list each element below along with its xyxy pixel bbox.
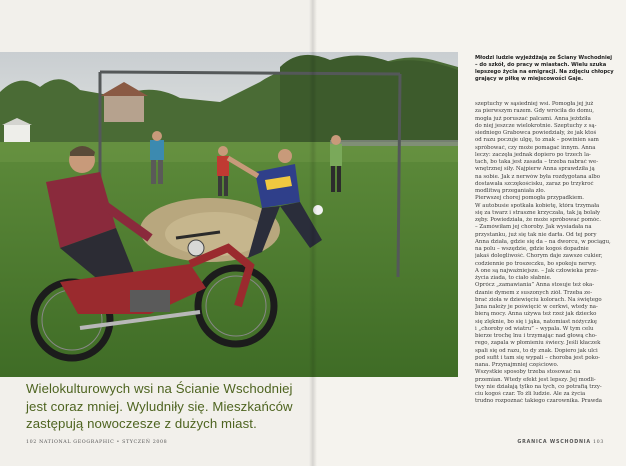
body-line: Wszystkie sposoby trzeba stosować na [475,369,581,376]
photo-caption [475,55,617,83]
page-number: 103 [593,440,604,445]
body-line: się zlęknie, bo się i jąka, natomiast nóżyczkę [475,318,597,325]
body-line: dzanie dymem z suszonych ziół. Trzeba ze- [475,289,593,296]
body-line: Anna działa, gdzie się da – na dworcu, w pociągu, [475,238,611,245]
body-line: bierze trochę lnu i trzymając nad głową cho- [475,333,597,339]
body-line: Pierwszej chorej pomogła przypadkiem. [475,195,585,202]
body-line: dostawała szczękościsku, zaraz po trzykroć [475,180,594,187]
caption-line: Młodzi ludzie wyjeżdżają ze Ściany Wschodniej [475,55,613,61]
body-line: A one są najważniejsze. – Jak człowieka prze- [475,267,599,274]
body-line: modlitwą przeganiała zło. [475,188,546,194]
body-line: trudno rozpoznać takiego czarownika. Prawda [475,398,602,405]
body-line: Oprócz „zamawiania” Anna stosuje też oka- [475,282,595,289]
folio-left: 102 NATIONAL GEOGRAPHIC • STYCZEŃ 2008 [26,440,168,445]
body-line: się za twarz i straszne krzyczała, tak ją bolały [475,209,601,216]
body-line: tach, bo taka jest zasada – trzeba nabrać we- [475,159,599,165]
caption-line: lepszego życia na emigracji. Na zdjęciu chłopcy [475,69,614,75]
body-line: ciu kogoś czar. To źli ludzie. Ale za życia [475,391,586,397]
article-body [475,101,617,406]
body-line: pod sufit i tam się wypali – choroba jest poko- [475,354,600,361]
body-line: leczy: zaczęła jednak dopiero po trzech la- [475,151,591,158]
running-head: GRANICA WSCHODNIA [517,440,591,445]
body-line: na polu – wszędzie, gdzie kogoś dopadnie [475,246,589,252]
body-line: brać zioła w dziewięciu kolorach. Na świętego [475,296,602,303]
body-line: – Zamówiłam jej choroby. Jak wysiadała na [475,224,592,231]
body-line: W autobusie spotkała kobietę, która trzymała [475,202,600,209]
body-line: zęby. Powiedziała, że może spróbować pomóc. [475,217,601,223]
body-line: przystanku, już się tak nie darła. Od tej pory [475,231,597,238]
body-line: spali się od razu, to dy znak. Dopiero jak ulci [475,347,598,354]
body-line: rego, zapala w płomieniu świecy. Jeśli kłaczek [475,340,601,347]
house [104,94,144,122]
body-line: do niej jeszcze wielokrotnie. Szeptuchy z są- [475,122,597,129]
caption-line: grający w piłkę w miejscowości Gaje. [475,76,584,82]
body-line: na sobie. Jak z nerwów była rozdygotana albo [475,173,600,180]
body-line: przemian. Wtedy efekt jest lepszy. Jej modli- [475,376,596,383]
body-line: twy nie działają tylko na tych, co potrafią trzy- [475,383,602,390]
body-line: Jana należy je poświęcić w cerkwi, wtedy na- [475,304,598,310]
body-line: codziennie po troszeczku, bo spokoju nerwy. [475,260,597,267]
pull-quote [26,380,316,433]
body-line: mogła już poruszać palcami. Anna jeździła [475,115,591,122]
body-line: i „choroby od wiatru” – wypala. W tym celu [475,325,594,332]
pull-quote-line: zastępują nowoczesze z dużych miast. [26,416,257,431]
body-line: życia ziada, to ciało słabnie. [475,275,552,281]
caption-line: – do szkół, do pracy w miastach. Wielu szuka [475,62,607,68]
body-line: bierą mocy. Anna używa też rzeź jak dziecko [475,311,597,318]
body-line: od razu poczuje ulgę, to znak – powinien sam [475,137,599,144]
body-line: szeptuchy w sąsiedniej wsi. Pomogła jej już [475,101,594,107]
photo-football-village [0,52,458,377]
pull-quote-line: Wielokulturowych wsi na Ścianie Wschodniej [26,381,293,396]
folio-right [517,440,604,445]
body-line: za pierwszym razem. Gdy wróciła do domu, [475,108,594,115]
body-line: spróbować, czy może pomagać innym. Anna [475,144,596,151]
body-line: siedniego Grabowca powiedziały, że jak ktoś [475,130,597,136]
body-line: wnętrznej siły. Najpierw Anna sprawdziła ją [475,166,595,173]
photo-illustration [0,52,458,377]
pull-quote-line: jest coraz mniej. Wyludniły się. Mieszkańców [26,398,293,414]
body-line: jakaś dolegliwość. Chorym daje zawsze cukier, [475,253,603,260]
body-line: nana. Przynajmniej częściowo. [475,362,559,368]
